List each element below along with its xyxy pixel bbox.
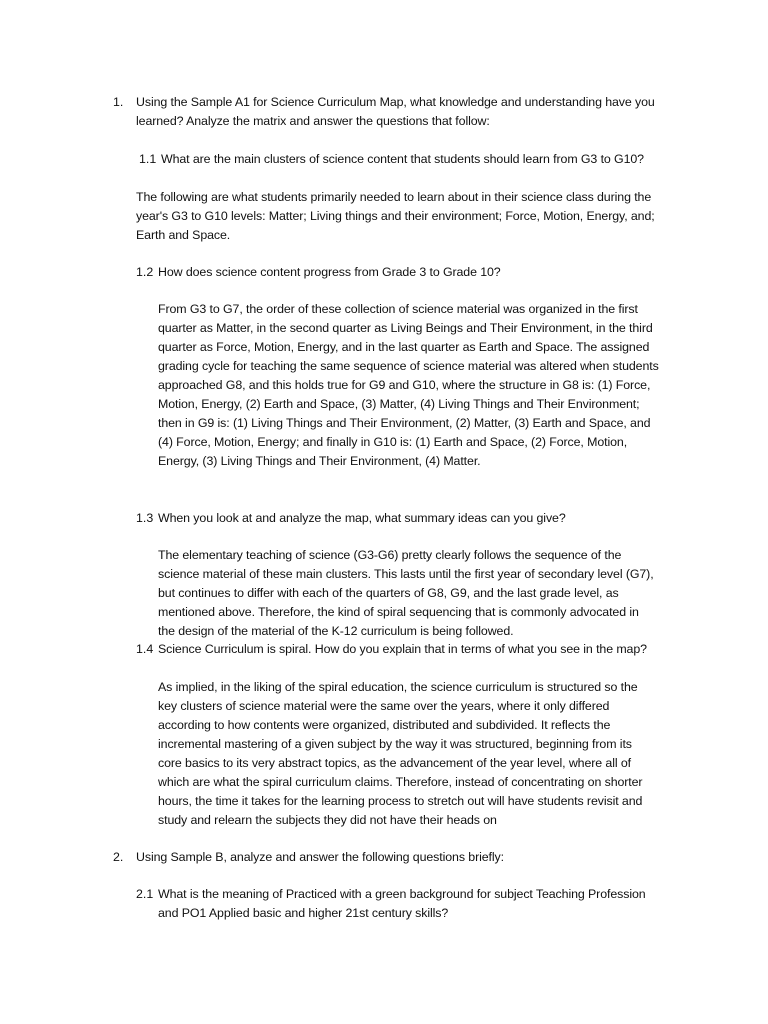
q1-4-answer-line: hours, the time it takes for the learning process to stretch out will have students revisit and bbox=[158, 794, 643, 808]
q1-line: learned? Analyze the matrix and answer the questions that follow: bbox=[136, 114, 490, 128]
q2-number: 2. bbox=[113, 850, 124, 864]
q2-1-number: 2.1 bbox=[136, 887, 154, 901]
q1-2-question: How does science content progress from Grade 3 to Grade 10? bbox=[158, 265, 501, 279]
q1-3-answer-line: the design of the material of the K-12 curriculum is being followed. bbox=[158, 624, 514, 638]
q1-3-answer-line: The elementary teaching of science (G3-G6) pretty clearly follows the sequence of the bbox=[158, 548, 622, 562]
q1-line: Using the Sample A1 for Science Curriculum Map, what knowledge and understanding have you bbox=[136, 95, 655, 109]
q1-2-answer-line: Motion, Energy, (2) Earth and Space, (3) Matter, (4) Living Things and Their Environment; bbox=[158, 397, 640, 411]
q1-1-answer-line: The following are what students primarily needed to learn about in their science class during the bbox=[136, 190, 652, 204]
q1-4-answer-line: according to how contents were organized, distributed and subdivided. It reflects the bbox=[158, 718, 611, 732]
q1-2-number: 1.2 bbox=[136, 265, 154, 279]
q1-2-answer-line: quarter as Matter, in the second quarter as Living Beings and Their Environment, in the third bbox=[158, 321, 653, 335]
q1-4-answer-line: study and relearn the subjects they did not have their heads on bbox=[158, 813, 497, 827]
q1-2-answer-line: approached G8, and this holds true for G9 and G10, where the structure in G8 is: (1) Force, bbox=[158, 378, 651, 392]
q2-1-question-line: What is the meaning of Practiced with a green background for subject Teaching Profession bbox=[158, 887, 646, 901]
q1-4-question: Science Curriculum is spiral. How do you explain that in terms of what you see in the map? bbox=[158, 642, 647, 656]
q1-4-answer-line: incremental mastering of a given subject by the way it was structured, beginning from its bbox=[158, 737, 632, 751]
q2-1-question-line: and PO1 Applied basic and higher 21st century skills? bbox=[158, 906, 449, 920]
q1-2-answer-line: Energy, (3) Living Things and Their Environment, (4) Matter. bbox=[158, 454, 481, 468]
q1-1-answer-line: year's G3 to G10 levels: Matter; Living things and their environment; Force, Motion, Energy, and; bbox=[136, 209, 655, 223]
q1-4-answer-line: As implied, in the liking of the spiral education, the science curriculum is structured so the bbox=[158, 680, 638, 694]
q1-2-answer-line: quarter as Force, Motion, Energy, and in the last quarter as Earth and Space. The assigned bbox=[158, 340, 650, 354]
q1-2-answer-line: grading cycle for teaching the same sequence of science material was altered when students bbox=[158, 359, 659, 373]
q1-number: 1. bbox=[113, 95, 124, 109]
q1-3-answer-line: mentioned above. Therefore, the kind of spiral sequencing that is commonly advocated in bbox=[158, 605, 639, 619]
q1-3-answer-line: science material of these main clusters. This lasts until the first year of secondary level (G7), bbox=[158, 567, 654, 581]
q1-3-question: When you look at and analyze the map, what summary ideas can you give? bbox=[158, 511, 566, 525]
q1-1-answer-line: Earth and Space. bbox=[136, 228, 231, 242]
q1-4-number: 1.4 bbox=[136, 642, 154, 656]
q1-3-answer-line: but continues to differ with each of the quarters of G8, G9, and the last grade level, as bbox=[158, 586, 619, 600]
q1-1-number: 1.1 bbox=[139, 152, 157, 166]
q1-2-answer-line: then in G9 is: (1) Living Things and Their Environment, (2) Matter, (3) Earth and Space, and bbox=[158, 416, 651, 430]
q1-4-answer-line: key clusters of science material were the same over the years, where it only differed bbox=[158, 699, 610, 713]
q1-2-answer-line: From G3 to G7, the order of these collection of science material was organized in the first bbox=[158, 302, 638, 316]
q1-1-question: What are the main clusters of science content that students should learn from G3 to G10? bbox=[161, 152, 644, 166]
q1-2-answer-line: (4) Force, Motion, Energy; and finally in G10 is: (1) Earth and Space, (2) Force, Motion, bbox=[158, 435, 628, 449]
q1-4-answer-line: which are what the spiral curriculum claims. Therefore, instead of concentrating on shorter bbox=[158, 775, 643, 789]
q1-3-number: 1.3 bbox=[136, 511, 154, 525]
q2-line: Using Sample B, analyze and answer the following questions briefly: bbox=[136, 850, 504, 864]
q1-4-answer-line: core basics to its very abstract topics, as the advancement of the year level, where all of bbox=[158, 756, 631, 770]
